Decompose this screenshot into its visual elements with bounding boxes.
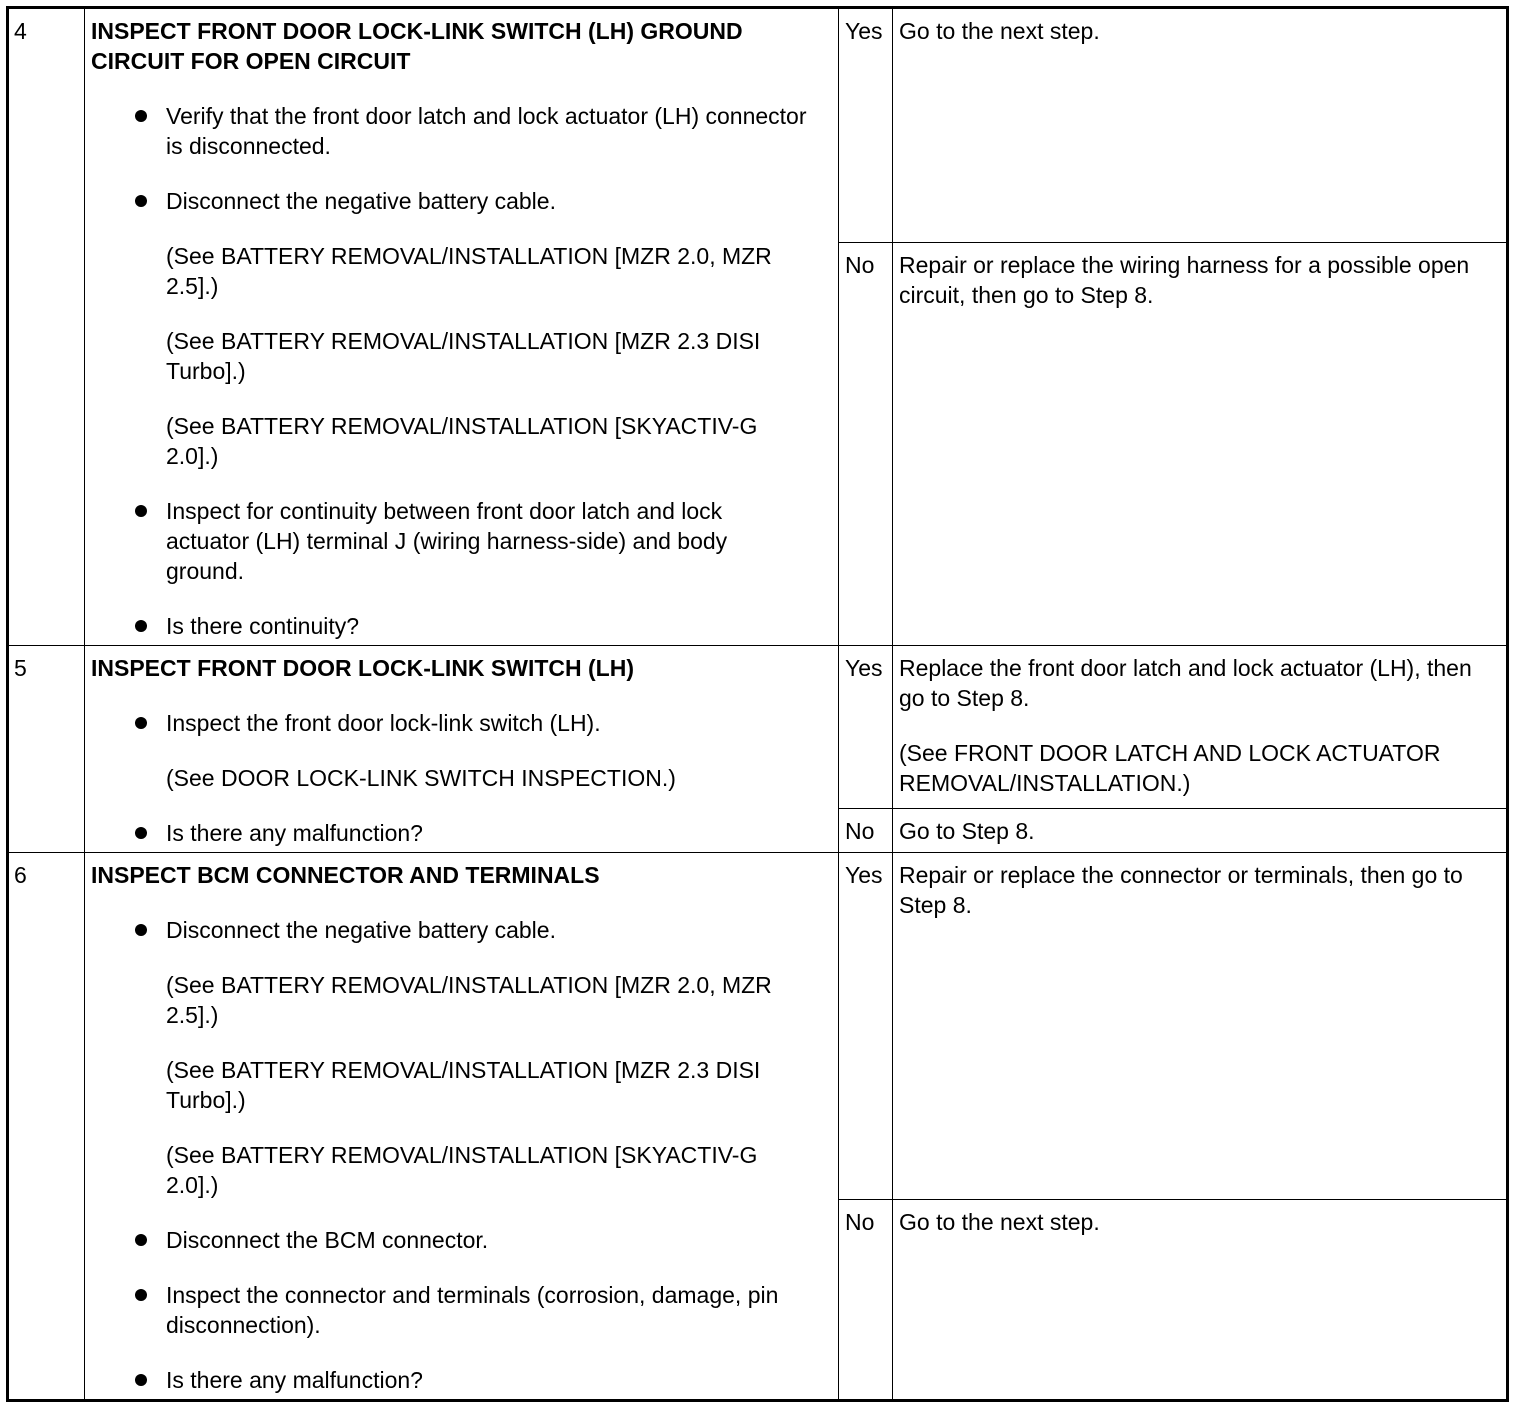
step-6-yes-row	[8, 853, 1508, 1200]
no-result	[893, 243, 1508, 646]
reference-link[interactable]: (See BATTERY REMOVAL/INSTALLATION [SKYACTIV-G 2.0].)	[166, 1142, 758, 1198]
reference-link[interactable]: (See BATTERY REMOVAL/INSTALLATION [MZR 2.3 DISI Turbo].)	[166, 1057, 761, 1113]
action-bullet: Disconnect the negative battery cable.	[91, 186, 808, 216]
result-text: Repair or replace the wiring harness for a possible open circuit, then go to Step 8.	[899, 252, 1470, 309]
result-text: Go to the next step.	[899, 18, 1100, 44]
action-bullet: Verify that the front door latch and lock actuator (LH) connector is disconnected.	[91, 101, 808, 161]
action-bullet: Disconnect the BCM connector.	[91, 1225, 808, 1255]
step-action	[85, 8, 839, 646]
yes-label: Yes	[839, 646, 893, 809]
action-bullet: Inspect for continuity between front door latch and lock actuator (LH) terminal J (wiring harness-side) and body ground.	[91, 496, 808, 586]
action-bullet: Is there any malfunction?	[91, 818, 808, 848]
action-bullet: Disconnect the negative battery cable.	[91, 915, 808, 945]
action-bullet: Is there continuity?	[91, 611, 808, 641]
step-number: 6	[8, 853, 85, 1401]
reference-link[interactable]: (See FRONT DOOR LATCH AND LOCK ACTUATOR REMOVAL/INSTALLATION.)	[899, 740, 1441, 796]
step-number: 4	[8, 8, 85, 646]
reference-link[interactable]: (See BATTERY REMOVAL/INSTALLATION [SKYACTIV-G 2.0].)	[166, 413, 758, 469]
action-bullet: Inspect the connector and terminals (corrosion, damage, pin disconnection).	[91, 1280, 808, 1340]
step-4-yes-row	[8, 8, 1508, 243]
yes-result	[893, 646, 1508, 809]
yes-result	[893, 8, 1508, 243]
result-text: Replace the front door latch and lock actuator (LH), then go to Step 8.	[899, 655, 1472, 711]
no-result	[893, 1199, 1508, 1400]
no-result	[893, 809, 1508, 853]
reference-link[interactable]: (See BATTERY REMOVAL/INSTALLATION [MZR 2.3 DISI Turbo].)	[166, 328, 761, 384]
step-action	[85, 853, 839, 1401]
reference-link[interactable]: (See DOOR LOCK-LINK SWITCH INSPECTION.)	[166, 765, 676, 791]
step-action	[85, 646, 839, 853]
step-5-yes-row	[8, 646, 1508, 809]
diagnostic-procedure-table	[6, 6, 1509, 1402]
step-title: INSPECT FRONT DOOR LOCK-LINK SWITCH (LH)	[91, 655, 635, 681]
reference-link[interactable]: (See BATTERY REMOVAL/INSTALLATION [MZR 2.0, MZR 2.5].)	[166, 972, 772, 1028]
result-text: Go to the next step.	[899, 1208, 1100, 1235]
no-label: No	[839, 243, 893, 646]
action-bullet: Is there any malfunction?	[91, 1365, 808, 1395]
step-title: INSPECT FRONT DOOR LOCK-LINK SWITCH (LH) GROUND CIRCUIT FOR OPEN CIRCUIT	[91, 18, 743, 74]
result-text: Go to Step 8.	[899, 818, 1035, 844]
yes-label: Yes	[839, 8, 893, 243]
yes-label: Yes	[839, 853, 893, 1200]
reference-link[interactable]: (See BATTERY REMOVAL/INSTALLATION [MZR 2.0, MZR 2.5].)	[166, 243, 772, 299]
step-title: INSPECT BCM CONNECTOR AND TERMINALS	[91, 862, 600, 888]
yes-result	[893, 853, 1508, 1200]
step-number: 5	[8, 646, 85, 853]
no-label: No	[839, 1199, 893, 1400]
no-label: No	[839, 809, 893, 853]
result-text: Repair or replace the connector or terminals, then go to Step 8.	[899, 862, 1463, 918]
action-bullet: Inspect the front door lock-link switch (LH).	[91, 708, 808, 738]
